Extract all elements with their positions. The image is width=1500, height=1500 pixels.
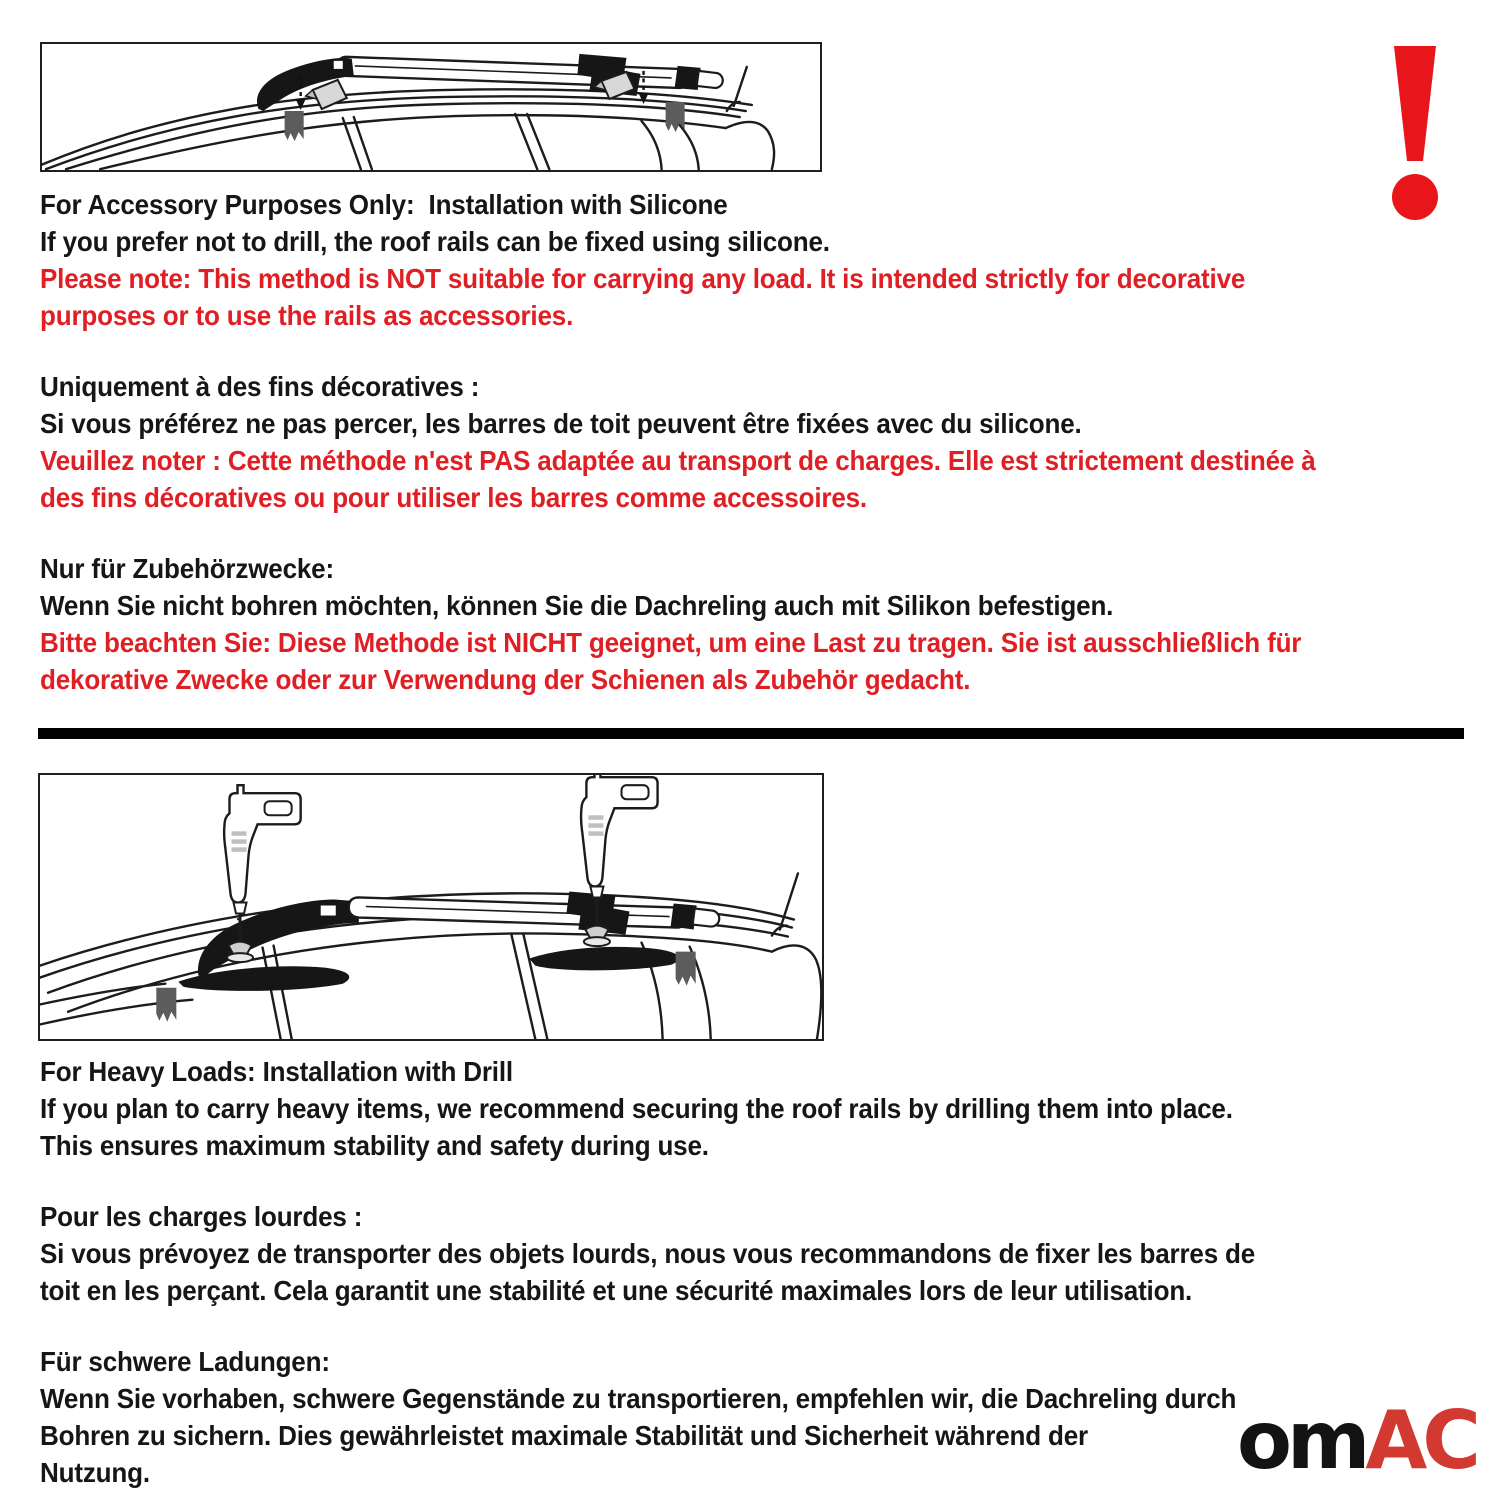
omac-logo-red-part: AC xyxy=(1365,1394,1476,1487)
drill-installation-drawing xyxy=(40,775,822,1039)
text-line: For Heavy Loads: Installation with Drill xyxy=(40,1056,513,1087)
silicone-installation-drawing xyxy=(42,44,820,170)
sealant-patch xyxy=(529,947,679,971)
text-line: This ensures maximum stability and safety during use. xyxy=(40,1130,709,1161)
adhesive-mark xyxy=(285,111,304,141)
text-line: Si vous préférez ne pas percer, les barres de toit peuvent être fixées avec du silicone. xyxy=(40,408,1082,439)
antenna-line xyxy=(734,67,747,106)
antenna-line xyxy=(780,873,798,929)
illustration-drill-box xyxy=(38,773,824,1041)
omac-logo-black-part: om xyxy=(1237,1394,1366,1487)
text-line: Pour les charges lourdes : xyxy=(40,1201,363,1232)
text-line: Bitte beachten Sie: Diese Methode ist NICHT geeignet, um eine Last zu tragen. Sie ist ausschließlich für xyxy=(40,627,1302,658)
text-line: toit en les perçant. Cela garantit une stabilité et une sécurité maximales lors de leur utilisation. xyxy=(40,1275,1193,1306)
text-block-silicone-fr xyxy=(40,368,1500,516)
text-line: Please note: This method is NOT suitable for carrying any load. It is intended strictly for decorative xyxy=(40,263,1246,294)
text-line: des fins décoratives ou pour utiliser les barres comme accessoires. xyxy=(40,482,867,513)
text-block-drill-fr xyxy=(40,1198,1500,1309)
text-line: If you prefer not to drill, the roof rails can be fixed using silicone. xyxy=(40,226,830,257)
text-line: Uniquement à des fins décoratives : xyxy=(40,371,480,402)
text-line: Si vous prévoyez de transporter des objets lourds, nous vous recommandons de fixer les barres de xyxy=(40,1238,1256,1269)
text-line: Nur für Zubehörzwecke: xyxy=(40,553,334,584)
text-line: If you plan to carry heavy items, we recommend securing the roof rails by drilling them into place. xyxy=(40,1093,1233,1124)
text-line: Wenn Sie nicht bohren möchten, können Sie die Dachreling auch mit Silikon befestigen. xyxy=(40,590,1114,621)
text-block-silicone-en xyxy=(40,186,1500,334)
text-line: Bohren zu sichern. Dies gewährleistet maximale Stabilität und Sicherheit während der xyxy=(40,1420,1088,1451)
adhesive-mark xyxy=(676,952,696,986)
adhesive-mark xyxy=(156,988,176,1022)
illustration-silicone-box xyxy=(40,42,822,172)
omac-logo xyxy=(1237,1394,1476,1487)
section-divider xyxy=(38,728,1464,739)
text-line: Veuillez noter : Cette méthode n'est PAS adaptée au transport de charges. Elle est strictement destinée à xyxy=(40,445,1316,476)
text-block-drill-en xyxy=(40,1053,1500,1164)
text-line: dekorative Zwecke oder zur Verwendung der Schienen als Zubehör gedacht. xyxy=(40,664,971,695)
silicone-text-section xyxy=(40,186,1500,732)
text-line: For Accessory Purposes Only: Installation with Silicone xyxy=(40,189,728,220)
text-line: Wenn Sie vorhaben, schwere Gegenstände zu transportieren, empfehlen wir, die Dachreling durch xyxy=(40,1383,1237,1414)
text-line: purposes or to use the rails as accessories. xyxy=(40,300,574,331)
text-block-silicone-de xyxy=(40,550,1500,698)
text-line: Nutzung. xyxy=(40,1457,150,1488)
text-line: Für schwere Ladungen: xyxy=(40,1346,330,1377)
